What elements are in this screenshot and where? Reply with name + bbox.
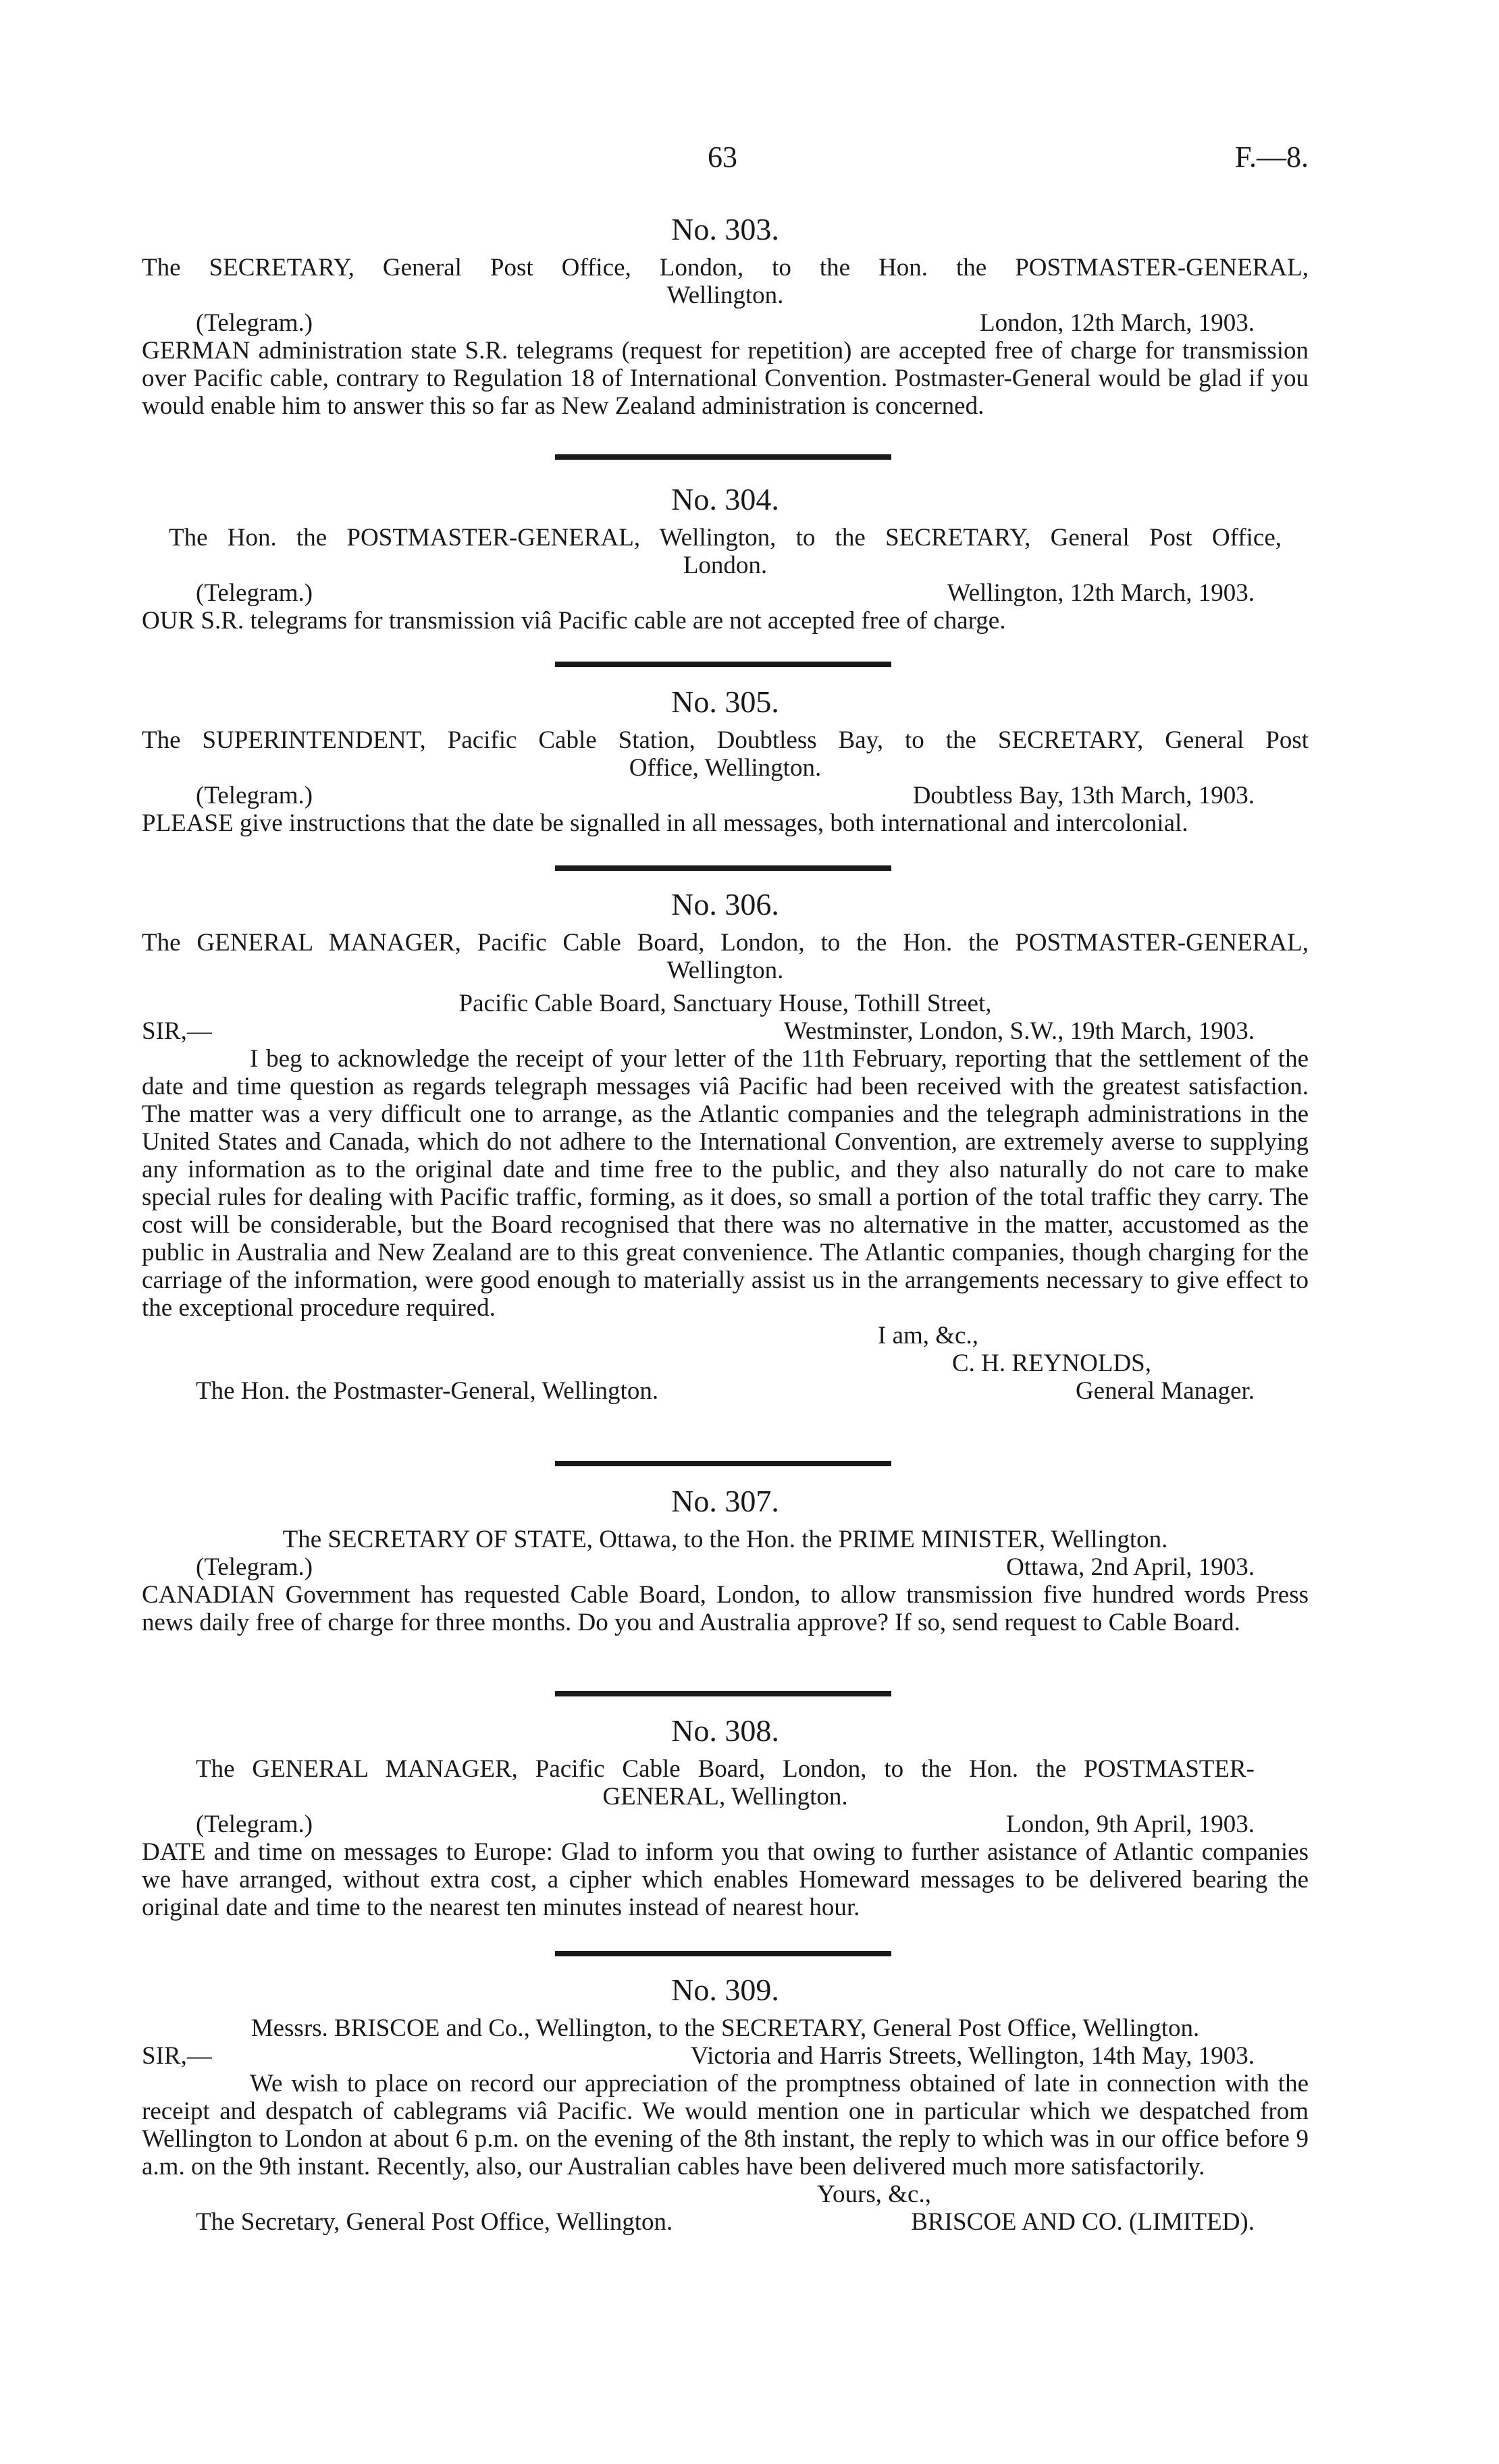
place-date: Doubtless Bay, 13th March, 1903. bbox=[912, 782, 1255, 809]
section-title-line2: London. bbox=[683, 552, 768, 579]
section-number: No. 308. bbox=[671, 1713, 779, 1748]
signature-line bbox=[142, 1377, 1309, 1405]
salutation: SIR,— bbox=[142, 1017, 212, 1045]
section-title-line1: The SECRETARY, General Post Office, London, to the Hon. the POSTMASTER-GENERAL, bbox=[142, 254, 1309, 282]
section-divider bbox=[555, 662, 891, 667]
telegram-line bbox=[142, 1811, 1309, 1838]
section-number: No. 309. bbox=[671, 1973, 779, 2007]
section-number: No. 305. bbox=[671, 685, 779, 719]
section-divider bbox=[555, 1691, 891, 1696]
section-divider bbox=[555, 454, 891, 460]
page-number: 63 bbox=[708, 140, 737, 173]
section-number: No. 303. bbox=[671, 212, 779, 246]
place-date: Wellington, 12th March, 1903. bbox=[947, 579, 1255, 607]
letter-body: I beg to acknowledge the receipt of your letter of the 11th February, reporting that the settlement of the date and time question as regards telegraph messages viâ Pacific had been received with the greatest satisfaction. The matter was a very difficult one to arrange, as the Atlantic companies and the telegraph administrations in the United States and Canada, which do not adhere to the International Convention, are extremely averse to supplying any information as to the original date and time free to the public, and they also naturally do not care to make special rules for dealing with Pacific traffic, forming, as it does, so small a portion of the total traffic they carry. The cost will be considerable, but the Board recognised that there was no alternative in the matter, accustomed as the public in Australia and New Zealand are to this great convenience. The Atlantic companies, though charging for the carriage of the information, were good enough to materially assist us in the arrangements necessary to give effect to the exceptional procedure required. bbox=[142, 1045, 1309, 1322]
salutation-line bbox=[142, 2042, 1309, 2070]
message-body: DATE and time on messages to Europe: Glad to inform you that owing to further asistance of Atlantic companies we have arranged, without extra cost, a cipher which enables Homeward messages to be delivered bearing the original date and time to the nearest ten minutes instead of nearest hour. bbox=[142, 1838, 1309, 1921]
message-body: OUR S.R. telegrams for transmission viâ Pacific cable are not accepted free of charge. bbox=[142, 607, 1006, 635]
section-308 bbox=[142, 1712, 1309, 1921]
telegram-line bbox=[142, 579, 1309, 607]
section-divider bbox=[555, 1461, 891, 1466]
place-date: London, 12th March, 1903. bbox=[980, 309, 1255, 337]
letter-body: We wish to place on record our appreciation of the promptness obtained of late in connection with the receipt and despatch of cablegrams viâ Pacific. We would mention one in particular which we despatched from Wellington to London at about 6 p.m. on the evening of the 8th instant, the reply to which was in our office before 9 a.m. on the 9th instant. Recently, also, our Australian cables have been delivered much more satisfactorily. bbox=[142, 2070, 1309, 2180]
section-number: No. 304. bbox=[671, 482, 779, 516]
section-title-line2: GENERAL, Wellington. bbox=[602, 1783, 848, 1811]
letter-addressee: The Secretary, General Post Office, Wellington. bbox=[196, 2208, 673, 2236]
section-number: No. 306. bbox=[671, 887, 779, 921]
place-date: London, 9th April, 1903. bbox=[1006, 1811, 1255, 1838]
signature-line bbox=[142, 2208, 1309, 2236]
section-title-line2: Office, Wellington. bbox=[629, 754, 822, 782]
signer-name: BRISCOE AND CO. (LIMITED). bbox=[911, 2208, 1255, 2236]
section-307 bbox=[142, 1482, 1309, 1636]
message-body: GERMAN administration state S.R. telegrams (request for repetition) are accepted free of charge for transmission over Pacific cable, contrary to Regulation 18 of International Convention. Postmaster-General would be glad if you would enable him to answer this so far as New Zealand administration is concerned. bbox=[142, 337, 1309, 420]
section-title-line1: Messrs. BRISCOE and Co., Wellington, to the SECRETARY, General Post Office, Wellington. bbox=[251, 2014, 1200, 2042]
letter-address: Pacific Cable Board, Sanctuary House, Tothill Street, bbox=[458, 990, 992, 1017]
letter-closing: Yours, &c., bbox=[817, 2180, 931, 2208]
section-title-line2: Wellington. bbox=[666, 282, 784, 309]
message-type: (Telegram.) bbox=[196, 782, 313, 809]
section-306 bbox=[142, 886, 1309, 1405]
place-date: Ottawa, 2nd April, 1903. bbox=[1006, 1553, 1255, 1581]
message-body: PLEASE give instructions that the date be signalled in all messages, both international and intercolonial. bbox=[142, 809, 1188, 837]
signer-name: C. H. REYNOLDS, bbox=[952, 1349, 1151, 1377]
section-309 bbox=[142, 1971, 1309, 2236]
document-reference: F.—8. bbox=[1235, 140, 1309, 173]
section-number: No. 307. bbox=[671, 1484, 779, 1518]
section-title-line1: The SECRETARY OF STATE, Ottawa, to the Hon. the PRIME MINISTER, Wellington. bbox=[282, 1526, 1168, 1553]
telegram-line bbox=[142, 309, 1309, 337]
page-header bbox=[0, 140, 1499, 177]
salutation: SIR,— bbox=[142, 2042, 212, 2070]
signer-title: General Manager. bbox=[1075, 1377, 1255, 1405]
letter-closing: I am, &c., bbox=[878, 1322, 978, 1349]
section-title-line1: The SUPERINTENDENT, Pacific Cable Station, Doubtless Bay, to the SECRETARY, General Post bbox=[142, 726, 1309, 754]
section-divider bbox=[555, 865, 891, 871]
section-divider bbox=[555, 1951, 891, 1956]
section-304 bbox=[142, 481, 1309, 635]
message-type: (Telegram.) bbox=[196, 579, 313, 607]
letter-addressee: The Hon. the Postmaster-General, Wellington. bbox=[196, 1377, 659, 1405]
message-body: CANADIAN Government has requested Cable Board, London, to allow transmission five hundred words Press news daily free of charge for three months. Do you and Australia approve? If so, send request to Cable Board. bbox=[142, 1581, 1309, 1636]
telegram-line bbox=[142, 1553, 1309, 1581]
section-title-line1: The GENERAL MANAGER, Pacific Cable Board, London, to the Hon. the POSTMASTER- bbox=[196, 1755, 1255, 1783]
letter-address-date: Victoria and Harris Streets, Wellington, 14th May, 1903. bbox=[690, 2042, 1255, 2070]
section-title-line2: Wellington. bbox=[666, 957, 784, 984]
telegram-line bbox=[142, 782, 1309, 809]
letter-address-date: Westminster, London, S.W., 19th March, 1903. bbox=[783, 1017, 1255, 1045]
section-title-line1: The GENERAL MANAGER, Pacific Cable Board, London, to the Hon. the POSTMASTER-GENERAL, bbox=[142, 929, 1309, 957]
salutation-line bbox=[142, 1017, 1309, 1045]
message-type: (Telegram.) bbox=[196, 1553, 313, 1581]
section-305 bbox=[142, 683, 1309, 837]
message-type: (Telegram.) bbox=[196, 1811, 313, 1838]
section-title-line1: The Hon. the POSTMASTER-GENERAL, Wellington, to the SECRETARY, General Post Office, bbox=[169, 524, 1282, 552]
section-303 bbox=[142, 211, 1309, 420]
message-type: (Telegram.) bbox=[196, 309, 313, 337]
